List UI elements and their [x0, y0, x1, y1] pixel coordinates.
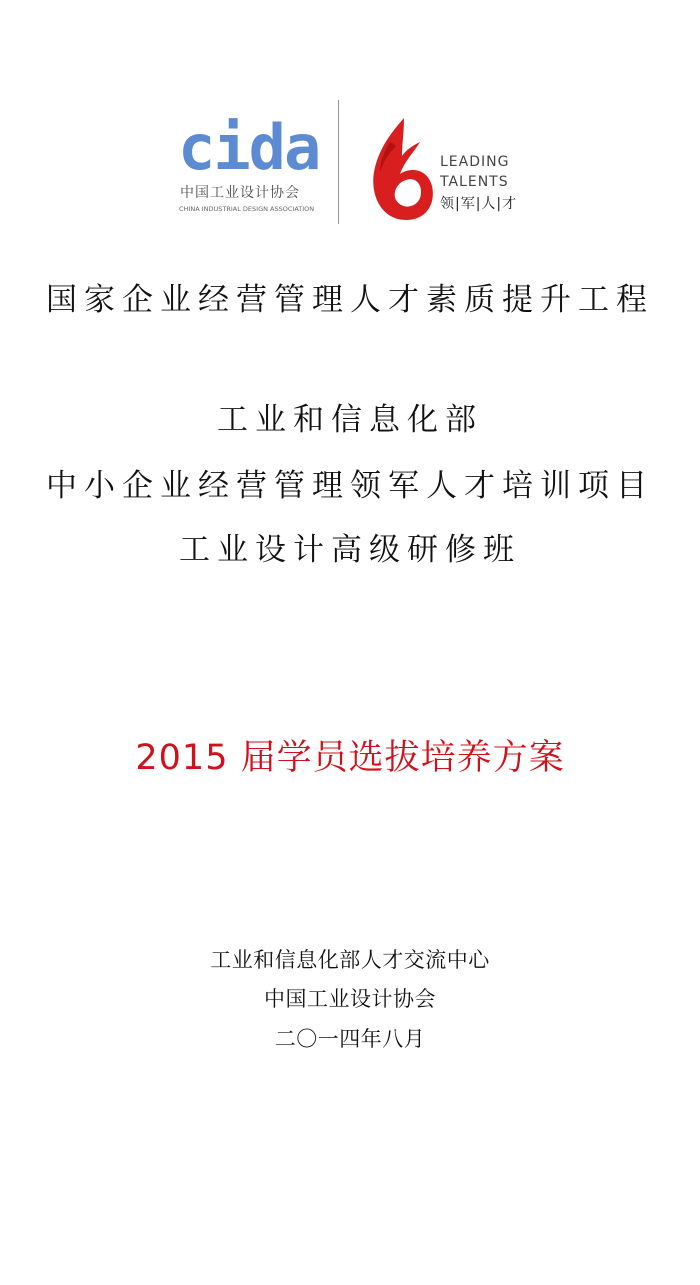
- leading-talents-line2: TALENTS: [440, 174, 509, 190]
- logo-row: [0, 100, 700, 225]
- footer-date: 二〇一四年八月: [274, 1027, 426, 1051]
- project-name: 中小企业经营管理领军人才培训项目: [46, 468, 654, 504]
- footer-org1: 工业和信息化部人才交流中心: [210, 948, 490, 972]
- class-name: 工业设计高级研修班: [179, 532, 521, 568]
- document-title: 2015 届学员选拔培养方案: [135, 738, 565, 778]
- cida-wordmark: cida: [178, 111, 320, 184]
- ministry-name: 工业和信息化部: [217, 402, 483, 438]
- logo-divider: [338, 100, 339, 224]
- footer-org2: 中国工业设计协会: [264, 987, 436, 1011]
- cida-logo: [172, 112, 322, 222]
- leading-talents-chinese: 领|军|人|才: [440, 196, 518, 212]
- cida-english-name: CHINA INDUSTRIAL DESIGN ASSOCIATION: [179, 205, 315, 213]
- leading-talents-line1: LEADING: [440, 154, 510, 170]
- cida-chinese-name: 中国工业设计协会: [180, 185, 300, 201]
- flame-icon: [360, 116, 440, 226]
- program-title: 国家企业经营管理人才素质提升工程: [46, 282, 654, 318]
